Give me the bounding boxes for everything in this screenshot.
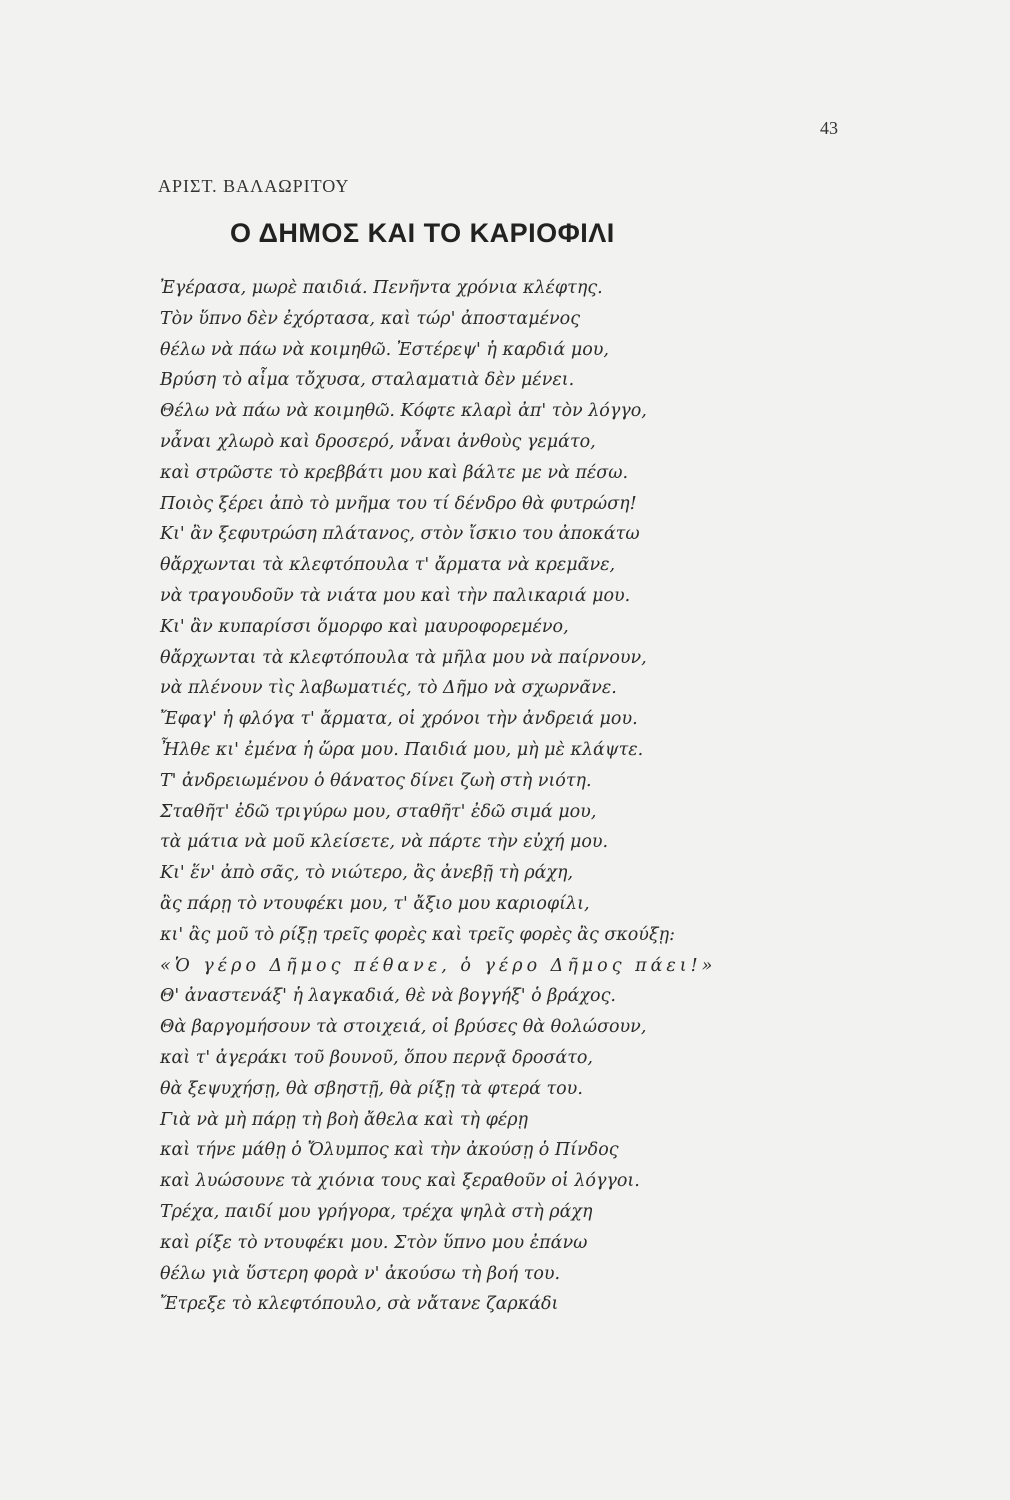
poem-line: τὰ μάτια νὰ μοῦ κλείσετε, νὰ πάρτε τὴν εὐχή μου. [160,832,609,853]
poem-line: καὶ τ' ἀγεράκι τοῦ βουνοῦ, ὅπου περνᾷ δροσάτο, [160,1047,593,1068]
poem-line: Ἐγέρασα, μωρὲ παιδιά. Πενῆντα χρόνια κλέφτης. [160,278,603,298]
poem-line: καὶ στρῶστε τὸ κρεββάτι μου καὶ βάλτε με νὰ πέσω. [160,462,629,483]
poem-line: νὰ τραγουδοῦν τὰ νιάτα μου καὶ τὴν παλικαριά μου. [160,585,631,606]
poem-line: Κι' ἂν κυπαρίσσι ὅμορφο καὶ μαυροφορεμένο, [160,616,569,637]
poem-line: Τὸν ὕπνο δὲν ἐχόρτασα, καὶ τώρ' ἀποσταμένος [160,308,580,329]
poem-line: Σταθῆτ' ἐδῶ τριγύρω μου, σταθῆτ' ἐδῶ σιμά μου, [160,801,597,822]
page-number: 43 [820,118,838,138]
poem-line: Ἦλθε κι' ἐμένα ἡ ὥρα μου. Παιδιά μου, μὴ μὲ κλάψτε. [160,739,644,760]
poem-line: Κι' ἕν' ἀπὸ σᾶς, τὸ νιώτερο, ἂς ἀνεβῇ τὴ ράχη, [160,863,574,884]
poem-line: Θὰ βαργομήσουν τὰ στοιχειά, οἱ βρύσες θὰ θολώσουν, [160,1017,647,1038]
poem-line: Ποιὸς ξέρει ἀπὸ τὸ μνῆμα του τί δένδρο θὰ φυτρώση! [160,493,637,514]
poem-line: Ἔτρεξε τὸ κλεφτόπουλο, σὰ νἄτανε ζαρκάδι [160,1294,559,1315]
poem-line: νἆναι χλωρὸ καὶ δροσερό, νἆναι ἀνθοὺς γεμάτο, [160,431,596,452]
poem-line: νὰ πλένουν τὶς λαβωματιές, τὸ Δῆμο νὰ σχωρνᾶνε. [160,678,617,699]
poem-line: Τ' ἀνδρειωμένου ὁ θάνατος δίνει ζωὴ στὴ νιότη. [160,770,592,791]
poem-line: Ἔφαγ' ἡ φλόγα τ' ἄρματα, οἱ χρόνοι τὴν ἀνδρειά μου. [160,709,638,730]
author-name: ΑΡΙΣΤ. ΒΑΛΑΩΡΙΤΟΥ [158,176,350,196]
poem-line: Γιὰ νὰ μὴ πάρῃ τὴ βοὴ ἄθελα καὶ τὴ φέρῃ [160,1109,528,1130]
poem-line: θέλω γιὰ ὕστερη φορὰ ν' ἀκούσω τὴ βοή του. [160,1263,561,1284]
poem-line: θέλω νὰ πάω νὰ κοιμηθῶ. Ἐστέρεψ' ἡ καρδιά μου, [160,339,609,360]
poem-line: κι' ἂς μοῦ τὸ ρίξῃ τρεῖς φορὲς καὶ τρεῖς φορὲς ἂς σκούξῃ: [160,924,675,945]
poem-line: θἄρχωνται τὰ κλεφτόπουλα τὰ μῆλα μου νὰ παίρνουν, [160,647,647,668]
poem-line: Θέλω νὰ πάω νὰ κοιμηθῶ. Κόφτε κλαρὶ ἀπ' τὸν λόγγο, [160,401,647,422]
poem-line: καὶ λυώσουνε τὰ χιόνια τους καὶ ξεραθοῦν οἱ λόγγοι. [160,1171,640,1192]
poem-title: Ο ΔΗΜΟΣ ΚΑΙ ΤΟ ΚΑΡΙΟΦΙΛΙ [230,218,615,248]
poem-line: θἄρχωνται τὰ κλεφτόπουλα τ' ἄρματα νὰ κρεμᾶνε, [160,555,616,576]
poem-line-quote: «Ὁ γέρο Δῆμος πέθανε, ὁ γέρο Δῆμος πάει!» [160,955,717,976]
poem-line: Κι' ἂν ξεφυτρώση πλάτανος, στὸν ἴσκιο του ἀποκάτω [160,524,640,545]
poem-line: Βρύση τὸ αἷμα τὄχυσα, σταλαματιὰ δὲν μένει. [160,370,575,391]
poem-line: Τρέχα, παιδί μου γρήγορα, τρέχα ψηλὰ στὴ ράχη [160,1201,593,1222]
poem-line: καὶ ρίξε τὸ ντουφέκι μου. Στὸν ὕπνο μου ἐπάνω [160,1232,588,1253]
poem-line: ἂς πάρῃ τὸ ντουφέκι μου, τ' ἄξιο μου καριοφίλι, [160,893,590,914]
poem-line: καὶ τήνε μάθῃ ὁ Ὄλυμπος καὶ τὴν ἀκούσῃ ὁ Πίνδος [160,1140,619,1161]
poem-line: θὰ ξεψυχήσῃ, θὰ σβηστῇ, θὰ ρίξῃ τὰ φτερά του. [160,1078,583,1099]
poem-line: Θ' ἀναστενάξ' ἡ λαγκαδιά, θὲ νὰ βογγήξ' ὁ βράχος. [160,986,616,1007]
poem-body [160,273,860,1320]
